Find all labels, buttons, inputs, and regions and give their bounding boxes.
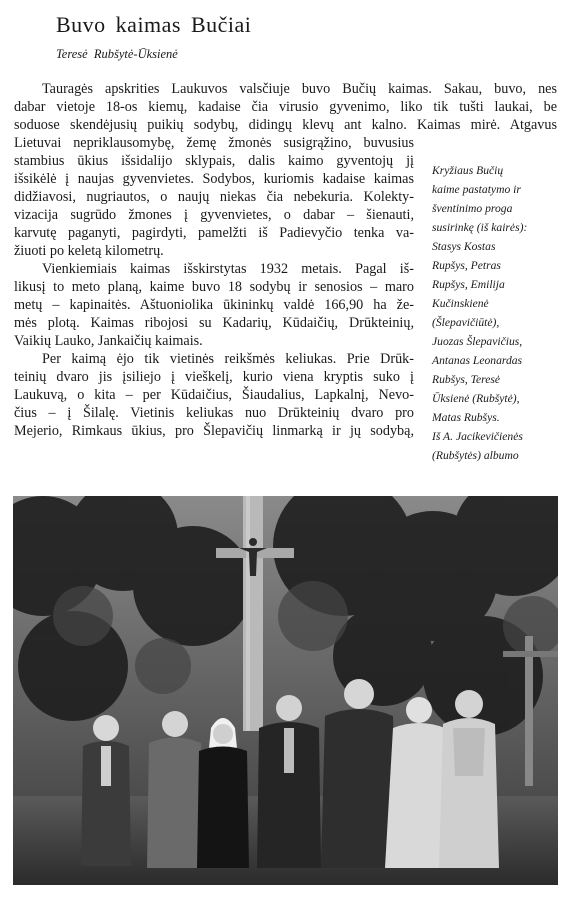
caption-line: (Šlepavičiūtė),: [432, 316, 500, 329]
group-photo: [13, 496, 558, 885]
caption-line: susirinkę (iš kairės):: [432, 221, 528, 234]
caption-line: Rupšys, Emilija: [432, 278, 505, 291]
article-title: Buvo kaimas Bučiai: [56, 12, 252, 37]
body-line: soduose skendėjusių puikių sodybų, didingų klevų ant kalno. Kaimas mirė. Atgavus: [14, 117, 557, 133]
body-line: čius – į Šilalę. Vietinis keliukas nuo Drūkteinių dvaro pro: [14, 405, 414, 421]
caption-line: Stasys Kostas: [432, 240, 496, 253]
body-line: karvutę paganyti, pagirdyti, pamelžti iš Padievyčio tenka va-: [14, 225, 414, 241]
body-line: vizacija sugrūdo žmones į gyvenvietes, o dabar – šienauti,: [14, 207, 414, 223]
article-author: Teresė Rubšytė-Ūksienė: [56, 47, 178, 61]
body-line: žiuoti po keletą kilometrų.: [14, 243, 164, 259]
body-line: išsikėlė į naujas gyvenvietes. Sodybos, kuriomis kadaise kaimas: [14, 171, 414, 187]
caption-line: Rupšys, Petras: [432, 259, 501, 272]
caption-line: Kryžiaus Bučių: [432, 164, 504, 177]
body-line: dabar vietoje 18-os kiemų, kadaise čia virusio gyvenimo, liko tik tušti laukai, be: [14, 99, 557, 115]
body-line: Tauragės apskrities Laukuvos valsčiuje buvo Bučių kaimas. Sakau, buvo, nes: [42, 81, 557, 97]
body-line: Laukuvą, o kita – per Kūdaičius, Šiaudalius, Lapkalnį, Nevo-: [14, 387, 414, 403]
body-line: Lietuvai nepriklausomybę, žemę žmonės susigrąžino, buvusius: [14, 135, 414, 151]
caption-line: Antanas Leonardas: [432, 354, 523, 367]
body-line: Vienkiemiais kaimas išskirstytas 1932 metais. Pagal iš-: [42, 261, 414, 277]
caption-line: (Rubšytės) albumo: [432, 449, 519, 462]
group-photo-illustration: [13, 496, 558, 885]
body-line: teinių dvaro jis įsiliejo į vieškelį, kurio viena kryptis suko į: [14, 369, 414, 385]
body-line: stambius ūkius išsidalijo sklypais, dalis kaimo gyventojų jį: [14, 153, 414, 169]
body-line: mės plotą. Kaimas ribojosi su Kadarių, Kūdaičių, Drūkteinių,: [14, 315, 414, 331]
caption-line: Iš A. Jacikevičienės: [432, 430, 523, 443]
body-line: Per kaimą ėjo tik vietinės reikšmės keliukas. Prie Drūk-: [42, 351, 414, 367]
body-line: Vaikių Lauko, Jankaičių kaimais.: [14, 333, 203, 349]
caption-line: Rubšys, Teresė: [432, 373, 501, 386]
caption-line: Ūksienė (Rubšytė),: [432, 392, 520, 405]
body-line: didžiavosi, nugriautos, o naujų niekas čia nebekuria. Kolekty-: [14, 189, 414, 205]
caption-line: Kučinskienė: [432, 297, 489, 310]
caption-line: Juozas Šlepavičius,: [432, 335, 523, 348]
caption-line: kaime pastatymo ir: [432, 183, 521, 196]
body-line: Mejerio, Rimkaus ūkius, pro Šlepavičių linmarką ir jų sodybą,: [14, 423, 414, 439]
body-line: metų – kapinaitės. Aštuoniolika ūkininkų valdė 166,90 ha že-: [14, 297, 414, 313]
body-line: likusį to meto planą, kaime buvo 18 sodybų ir senosios – maro: [14, 279, 414, 295]
caption-line: Matas Rubšys.: [432, 411, 500, 424]
caption-line: šventinimo proga: [432, 202, 513, 215]
